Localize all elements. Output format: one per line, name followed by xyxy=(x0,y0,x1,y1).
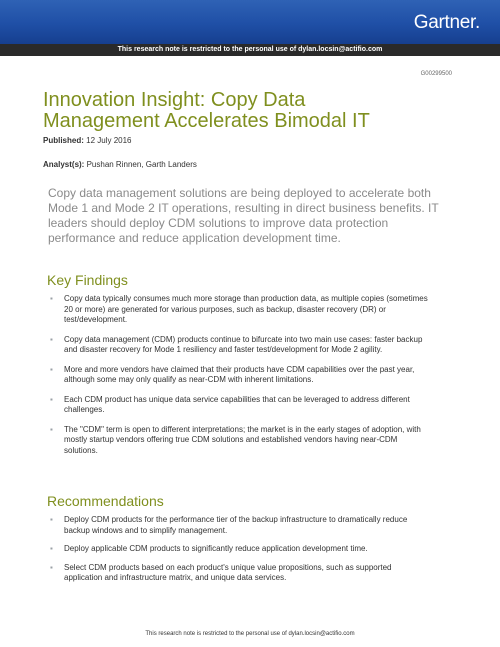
bullet-icon: ▪ xyxy=(50,334,53,344)
analysts-line xyxy=(43,160,197,169)
list-item: ▪ Each CDM product has unique data service capabilities that can be leveraged to address different challenges. xyxy=(50,394,410,414)
analysts-names: Pushan Rinnen, Garth Landers xyxy=(86,160,197,169)
list-item: ▪ Copy data typically consumes much more storage than production data, as multiple copies (sometimes 20 or more) are generated for various purposes, such as backup, disaster recovery (DR) or test/development. xyxy=(50,294,428,324)
header-banner xyxy=(0,0,500,44)
document-id: G00299500 xyxy=(420,71,452,77)
analysts-label: Analyst(s): xyxy=(43,160,85,169)
bullet-icon: ▪ xyxy=(50,294,53,303)
list-item: ▪ Deploy CDM products for the performance tier of the backup infrastructure to dramatically reduce backup windows and to simplify management. xyxy=(50,515,408,535)
summary-paragraph: Copy data management solutions are being deployed to accelerate both Mode 1 and Mode 2 IT operations, resulting in direct business benefits. IT leaders should deploy CDM solutions to improve data protection performance and reduce application development time. xyxy=(48,186,439,245)
bullet-icon: ▪ xyxy=(50,424,53,434)
published-line xyxy=(43,136,132,145)
key-findings-heading: Key Findings xyxy=(47,272,128,288)
published-label: Published: xyxy=(43,136,84,145)
published-date: 12 July 2016 xyxy=(86,136,132,145)
list-item: ▪ The "CDM" term is open to different interpretations; the market is in the early stages of adoption, with mostly startup vendors offering true CDM solutions and established vendors having near-CDM solutions. xyxy=(50,424,421,455)
recommendations-list xyxy=(48,515,428,592)
footer-restriction-notice: This research note is restricted to the personal use of dylan.locsin@actifio.com xyxy=(145,631,355,637)
bullet-icon: ▪ xyxy=(50,515,53,524)
bullet-icon: ▪ xyxy=(50,364,53,374)
bullet-icon: ▪ xyxy=(50,394,53,404)
recommendations-heading: Recommendations xyxy=(47,493,164,509)
list-item: ▪ Select CDM products based on each product's unique value propositions, such as supported application and infrastructure matrix, and unique data services. xyxy=(50,562,392,582)
restriction-notice: This research note is restricted to the personal use of dylan.locsin@actifio.com xyxy=(0,44,500,56)
list-item: ▪ Copy data management (CDM) products continue to bifurcate into two main use cases: faster backup and disaster recovery for Mode 1 resiliency and faster test/development for Mode 2 agility. xyxy=(50,334,423,354)
gartner-logo: Gartner. xyxy=(413,12,480,33)
document-title: Innovation Insight: Copy Data Management Accelerates Bimodal IT xyxy=(43,89,370,132)
list-item: ▪ More and more vendors have claimed that their products have CDM capabilities over the past year, although some may only qualify as near-CDM with inherent limitations. xyxy=(50,364,415,384)
key-findings-list xyxy=(48,294,428,465)
bullet-icon: ▪ xyxy=(50,544,53,553)
bullet-icon: ▪ xyxy=(50,562,53,572)
list-item: ▪ Deploy applicable CDM products to significantly reduce application development time. xyxy=(50,544,368,553)
